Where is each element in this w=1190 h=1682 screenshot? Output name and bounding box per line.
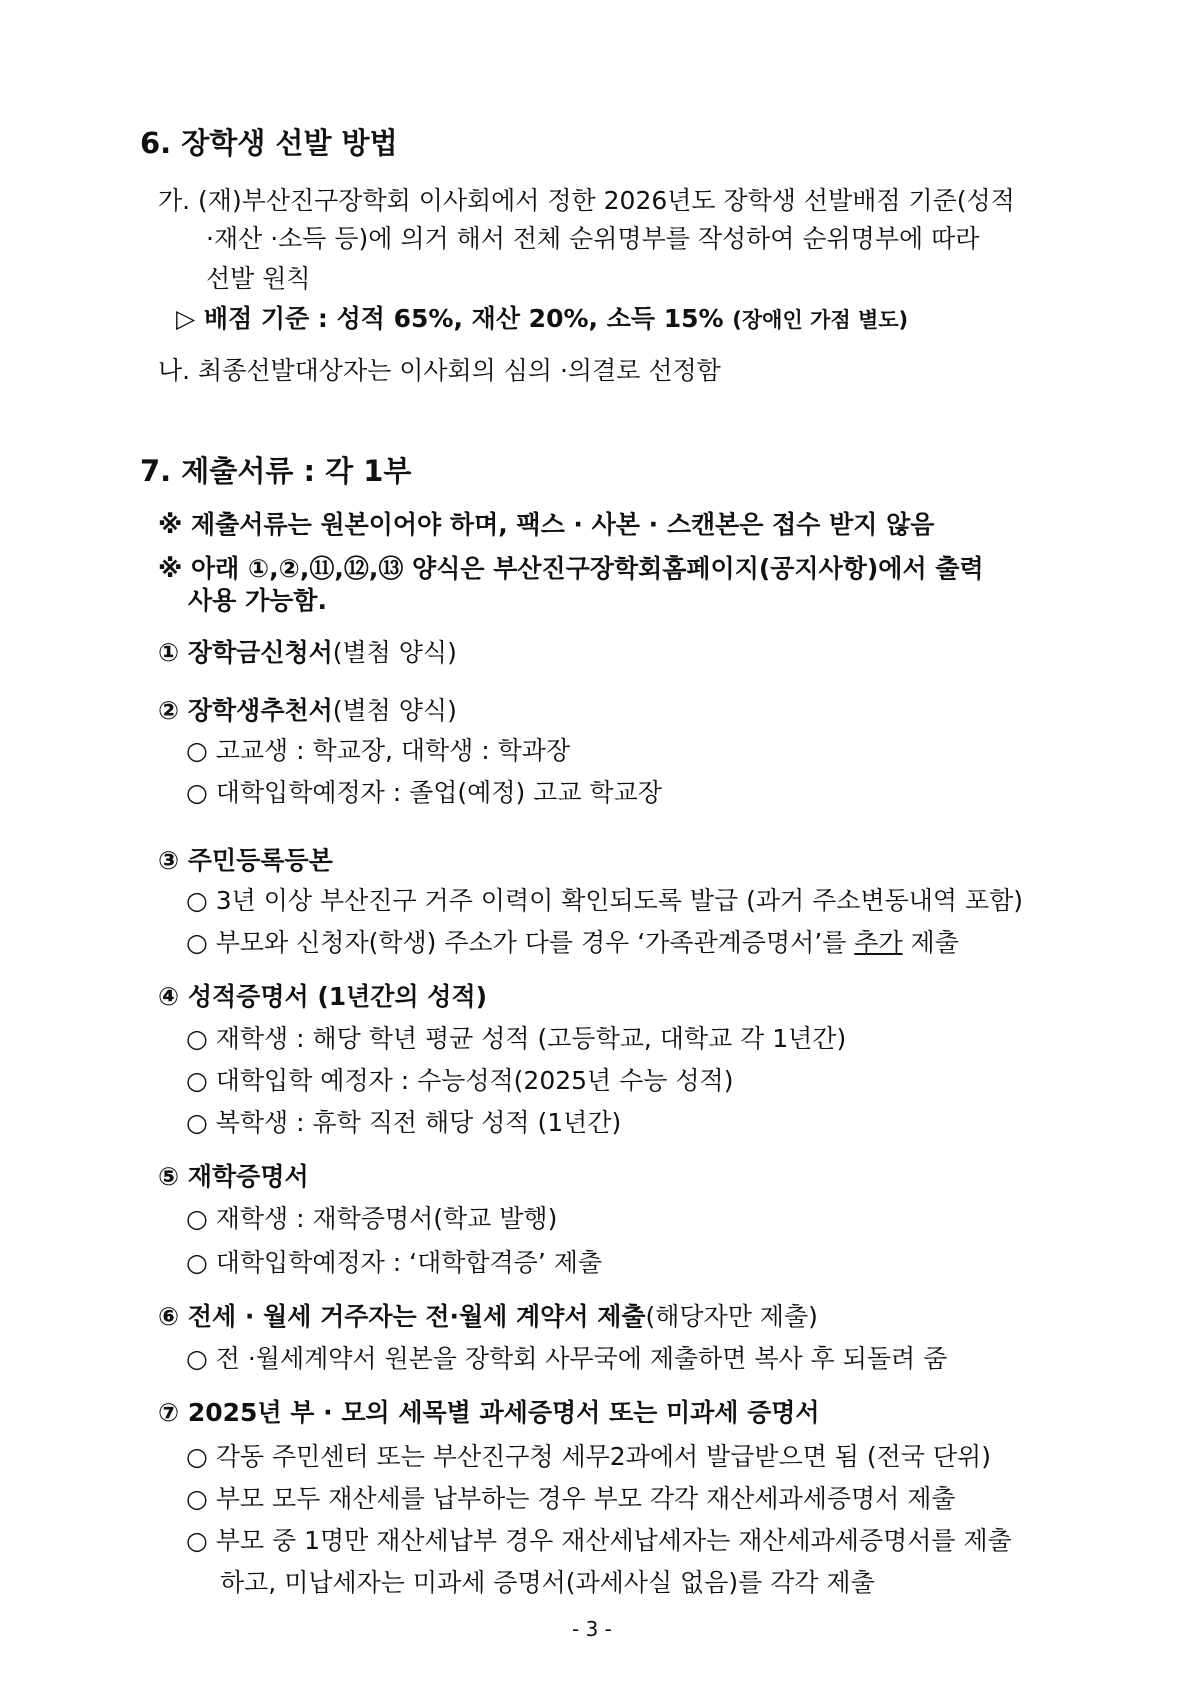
item1-sub: (별첨 양식) — [332, 638, 457, 667]
item3-title: ③ 주민등록등본 — [158, 846, 333, 875]
item2-bullet2: ○ 대학입학예정자 : 졸업(예정) 고교 학교장 — [186, 778, 662, 807]
scoring-criteria — [176, 302, 908, 337]
section6-na: 나. 최종선발대상자는 이사회의 심의 ·의결로 선정함 — [158, 356, 721, 385]
section7-heading: 7. 제출서류 : 각 1부 — [140, 454, 412, 488]
item7-bullet3-line2: 하고, 미납세자는 미과세 증명서(과세사실 없음)를 각각 제출 — [220, 1568, 875, 1597]
section6-ga-line1: 가. (재)부산진구장학회 이사회에서 정한 2026년도 장학생 선발배점 기준(성적 — [158, 186, 1015, 215]
item3-bullet1: ○ 3년 이상 부산진구 거주 이력이 확인되도록 발급 (과거 주소변동내역 포함) — [186, 886, 1024, 915]
item2 — [158, 694, 457, 728]
item4-bullet1: ○ 재학생 : 해당 학년 평균 성적 (고등학교, 대학교 각 1년간) — [186, 1024, 847, 1053]
item2-bullet1: ○ 고교생 : 학교장, 대학생 : 학과장 — [186, 736, 571, 765]
item7-title: ⑦ 2025년 부 · 모의 세목별 과세증명서 또는 미과세 증명서 — [158, 1398, 820, 1427]
item2-sub: (별첨 양식) — [332, 696, 457, 725]
scoring-criteria-note: (장애인 가점 별도) — [732, 308, 909, 332]
item1-title: ① 장학금신청서 — [158, 638, 333, 667]
section7-note2-line2: 사용 가능함. — [188, 586, 327, 615]
item1 — [158, 636, 457, 670]
section6-heading: 6. 장학생 선발 방법 — [140, 126, 398, 160]
item3-bullet2-end: 제출 — [902, 928, 959, 957]
section7-note2-line1: ※ 아래 ①,②,⑪,⑫,⑬ 양식은 부산진구장학회홈페이지(공지사항)에서 출력 — [158, 554, 984, 583]
item3-bullet2-text: ○ 부모와 신청자(학생) 주소가 다를 경우 ‘가족관계증명서’를 — [186, 928, 855, 957]
item5-title: ⑤ 재학증명서 — [158, 1162, 309, 1191]
section6-ga-line3: 선발 원칙 — [206, 264, 311, 293]
item7-bullet2: ○ 부모 모두 재산세를 납부하는 경우 부모 각각 재산세과세증명서 제출 — [186, 1484, 956, 1513]
item4-bullet2: ○ 대학입학 예정자 : 수능성적(2025년 수능 성적) — [186, 1066, 734, 1095]
item6-title: ⑥ 전세 · 월세 거주자는 전·월세 계약서 제출 — [158, 1302, 646, 1331]
scoring-criteria-main: ▷ 배점 기준 : 성적 65%, 재산 20%, 소득 15% — [176, 304, 724, 333]
item6 — [158, 1300, 818, 1334]
item7-bullet1: ○ 각동 주민센터 또는 부산진구청 세무2과에서 발급받으면 됨 (전국 단위) — [186, 1442, 991, 1471]
item5-bullet1: ○ 재학생 : 재학증명서(학교 발행) — [186, 1204, 558, 1233]
page-number: - 3 - — [572, 1617, 612, 1641]
item5-bullet2: ○ 대학입학예정자 : ‘대학합격증’ 제출 — [186, 1248, 603, 1277]
item2-title: ② 장학생추천서 — [158, 696, 333, 725]
item4-title: ④ 성적증명서 (1년간의 성적) — [158, 982, 488, 1011]
item4-bullet3: ○ 복학생 : 휴학 직전 해당 성적 (1년간) — [186, 1108, 622, 1137]
item6-sub: (해당자만 제출) — [645, 1302, 818, 1331]
item7-bullet3-line1: ○ 부모 중 1명만 재산세납부 경우 재산세납세자는 재산세과세증명서를 제출 — [186, 1526, 1012, 1555]
item6-bullet1: ○ 전 ·월세계약서 원본을 장학회 사무국에 제출하면 복사 후 되돌려 줌 — [186, 1344, 948, 1373]
item3-bullet2 — [186, 926, 959, 960]
section7-note1: ※ 제출서류는 원본이어야 하며, 팩스 · 사본 · 스캔본은 접수 받지 않음 — [158, 510, 935, 539]
section6-ga-line2: ·재산 ·소득 등)에 의거 해서 전체 순위명부를 작성하여 순위명부에 따라 — [206, 224, 980, 253]
item3-bullet2-underlined: 추가 — [854, 928, 903, 957]
